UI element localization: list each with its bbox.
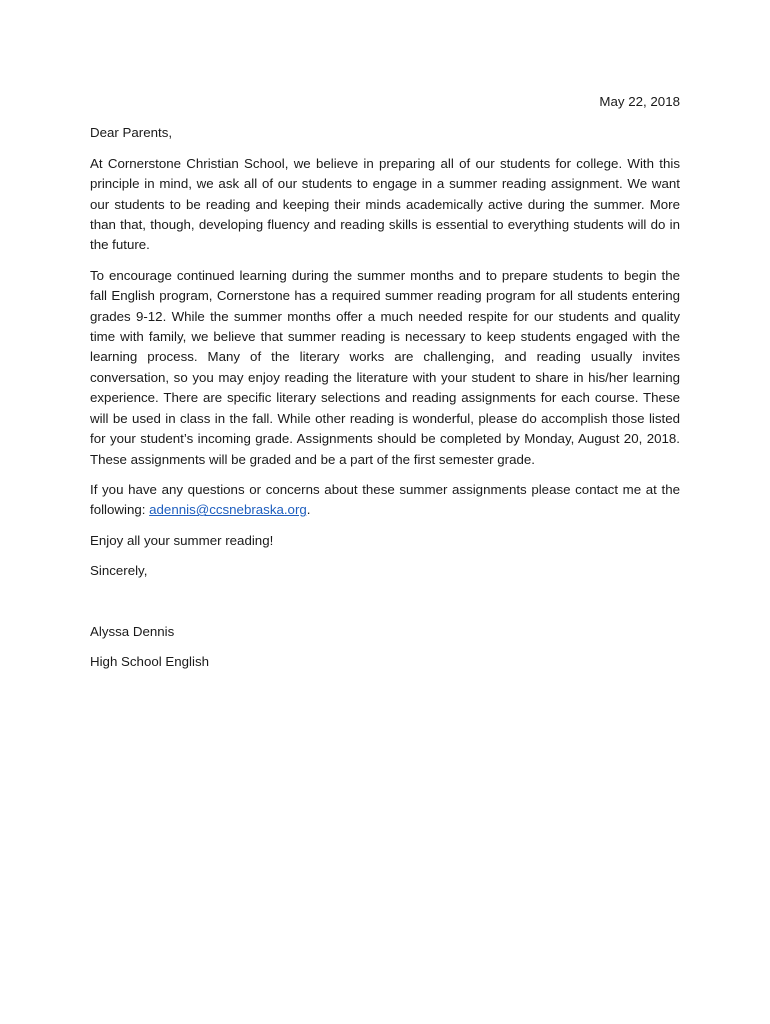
enjoy-line: Enjoy all your summer reading! <box>90 532 274 548</box>
paragraph-contact <box>90 480 680 521</box>
signature-space <box>90 592 680 622</box>
closing: Sincerely, <box>90 563 148 579</box>
email-link[interactable]: adennis@ccsnebraska.org <box>149 502 307 518</box>
contact-text: If you have any questions or concerns about these summer assignments please contact me at the following: <box>90 481 680 518</box>
letter-date: May 22, 2018 <box>599 94 680 109</box>
salutation: Dear Parents, <box>90 125 173 141</box>
paragraph-program: To encourage continued learning during the summer months and to prepare students to begin the fall English program, Cornerstone has a required summer reading program for all students entering grades 9-12. While the summer months offer a much needed respite for our students and quality time with family, we believe that summer reading is necessary to keep students engaged with the learning process. Many of the literary works are challenging, and reading usually invites conversation, so you may enjoy reading the literature with your student to share in his/her learning experience. There are specific literary selections and reading assignments for each course. These will be used in class in the fall. While other reading is wonderful, please do accomplish those listed for your student’s incoming grade. Assignments should be completed by Monday, August 20, 2018. These assignments will be graded and be a part of the first semester grade. <box>90 267 680 467</box>
contact-suffix: . <box>306 502 311 518</box>
letter <box>90 92 680 682</box>
paragraph-intro: At Cornerstone Christian School, we believe in preparing all of our students for college. With this principle in mind, we ask all of our students to engage in a summer reading assignment. We want our students to be reading and keeping their minds academically active during the summer. More than that, though, developing fluency and reading skills is essential to everything students will do in the future. <box>90 155 680 253</box>
signer-name: Alyssa Dennis <box>90 623 175 639</box>
signer-title: High School English <box>90 653 210 669</box>
